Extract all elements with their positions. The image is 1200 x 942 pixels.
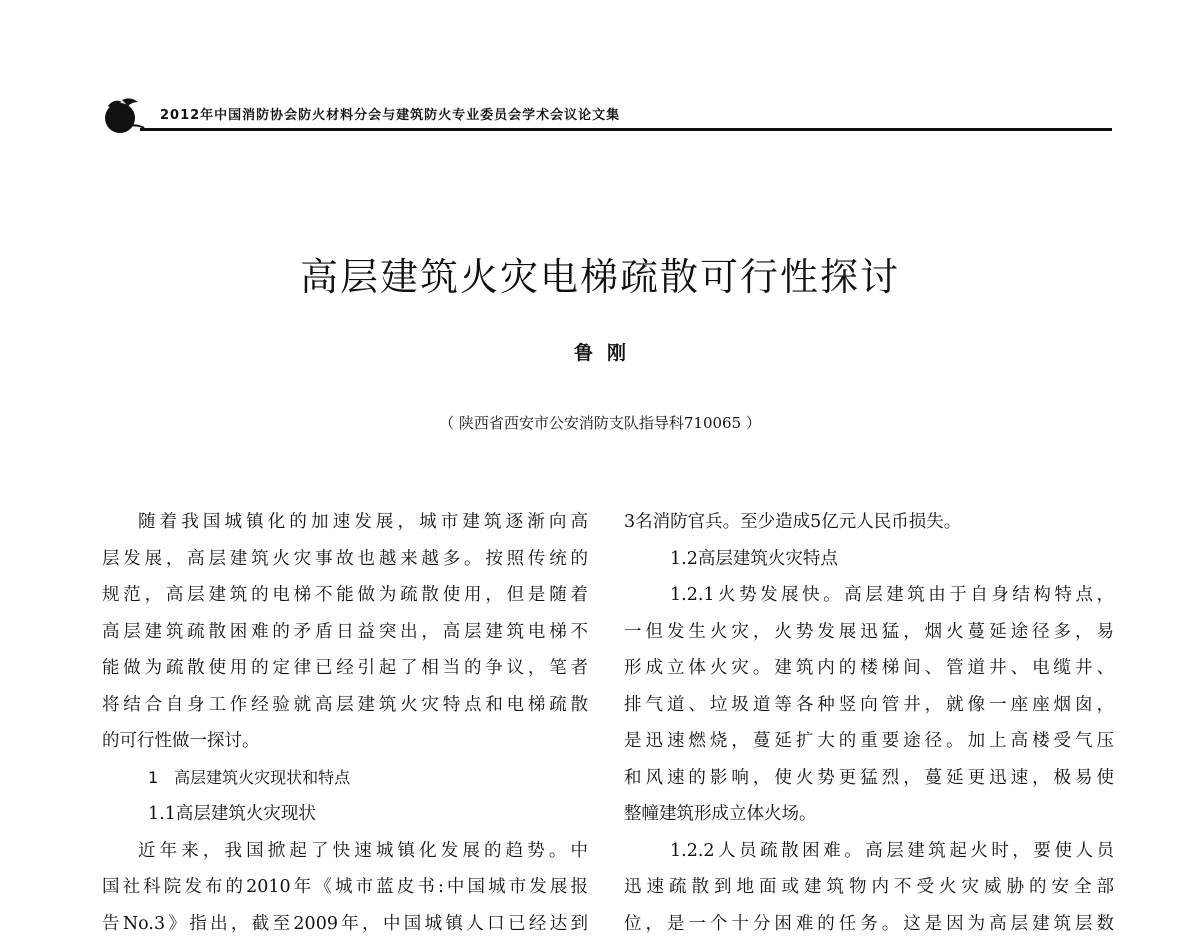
author-name: 鲁刚 bbox=[0, 338, 1200, 365]
paragraph-line: 位，是一个十分困难的任务。这是因为高层建筑层数 bbox=[624, 906, 1114, 942]
paragraph-line: 告No.3》指出，截至2009年，中国城镇人口已经达到 bbox=[102, 906, 588, 942]
paragraph-line: 迅速疏散到地面或建筑物内不受火灾威胁的安全部 bbox=[624, 869, 1114, 906]
right-column bbox=[624, 504, 1114, 942]
paragraph-line: 1.2.1火势发展快。高层建筑由于自身结构特点， bbox=[624, 577, 1114, 614]
paragraph-line: 排气道、垃圾道等各种竖向管井，就像一座座烟囱， bbox=[624, 687, 1114, 724]
paragraph-line: 能做为疏散使用的定律已经引起了相当的争议，笔者 bbox=[102, 650, 588, 687]
paragraph-line: 整幢建筑形成立体火场。 bbox=[624, 796, 1114, 833]
paragraph-line: 近年来，我国掀起了快速城镇化发展的趋势。中 bbox=[102, 833, 588, 870]
left-column bbox=[102, 504, 588, 942]
paragraph-line: 1.2.2人员疏散困难。高层建筑起火时，要使人员 bbox=[624, 833, 1114, 870]
paragraph-line: 和风速的影响，使火势更猛烈，蔓延更迅速，极易使 bbox=[624, 760, 1114, 797]
paragraph-line: 3名消防官兵。至少造成5亿元人民币损失。 bbox=[624, 504, 1114, 541]
paragraph-line: 的可行性做一探讨。 bbox=[102, 723, 588, 760]
paragraph-line: 一但发生火灾，火势发展迅猛，烟火蔓延途径多，易 bbox=[624, 614, 1114, 651]
section-heading: 1 高层建筑火灾现状和特点 bbox=[102, 760, 588, 797]
paragraph-line: 层发展，高层建筑火灾事故也越来越多。按照传统的 bbox=[102, 541, 588, 578]
paragraph-line: 是迅速燃烧，蔓延扩大的重要途径。加上高楼受气压 bbox=[624, 723, 1114, 760]
conference-logo-icon bbox=[98, 96, 146, 136]
paragraph-line: 国社科院发布的2010年《城市蓝皮书:中国城市发展报 bbox=[102, 869, 588, 906]
paper-title: 高层建筑火灾电梯疏散可行性探讨 bbox=[0, 246, 1200, 301]
subsection-heading: 1.1高层建筑火灾现状 bbox=[102, 796, 588, 833]
paragraph-line: 高层建筑疏散困难的矛盾日益突出，高层建筑电梯不 bbox=[102, 614, 588, 651]
subsection-heading: 1.2高层建筑火灾特点 bbox=[624, 541, 1114, 578]
paragraph-line: 将结合自身工作经验就高层建筑火灾特点和电梯疏散 bbox=[102, 687, 588, 724]
header-rule bbox=[140, 128, 1112, 131]
paragraph-line: 规范，高层建筑的电梯不能做为疏散使用，但是随着 bbox=[102, 577, 588, 614]
author-affiliation: （ 陕西省西安市公安消防支队指导科710065 ） bbox=[0, 412, 1200, 433]
proceedings-header: 2012年中国消防协会防火材料分会与建筑防火专业委员会学术会议论文集 bbox=[160, 104, 620, 123]
paragraph-line: 形成立体火灾。建筑内的楼梯间、管道井、电缆井、 bbox=[624, 650, 1114, 687]
paragraph-line: 随着我国城镇化的加速发展，城市建筑逐渐向高 bbox=[102, 504, 588, 541]
